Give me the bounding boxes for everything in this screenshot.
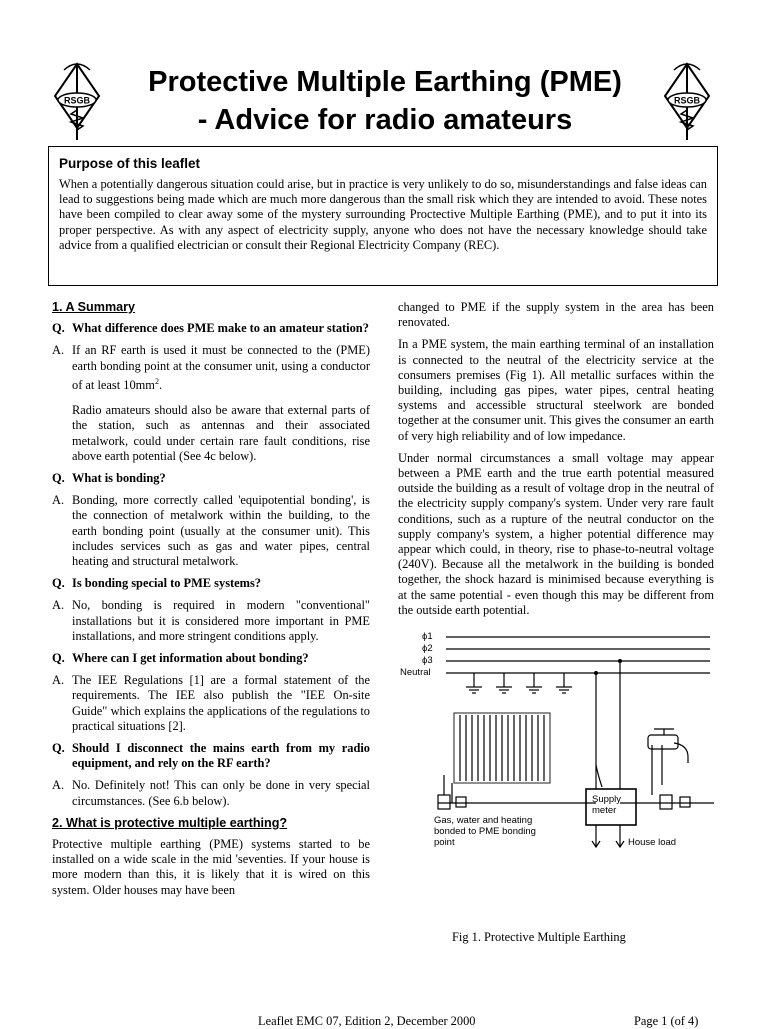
page-title (110, 63, 660, 139)
meter-label: Supply meter (592, 794, 622, 817)
footer-right: Page 1 (of 4) (634, 1014, 699, 1028)
answer-1-main: If an RF earth is used it must be connected to the (PME) earth bonding point at the consumer unit, using a conductor of at least 10mm (72, 343, 370, 392)
question-3-text: Is bonding special to PME systems? (72, 576, 261, 591)
phase-2-label: ϕ2 (422, 643, 433, 655)
a-label: A. (52, 673, 65, 688)
right-paragraph-3: Under normal circumstances a small voltage may appear between a PME earth and the true earth potential measured outside the building as a result of voltage drop in the neutral of the electricity supply company's system. Under very rare fault conditions, such as a rupture of the neutral conductor on the supply company's system, a higher potential difference may appear which could, in theory, rise to phase-to-neutral voltage (240V). Because all the metalwork in the building is bonded together, the shock hazard is minimised because everything is at the same potential - even though this may be different from the outside earth potential. (398, 450, 714, 617)
question-5-text: Should I disconnect the mains earth from my radio equipment, and rely on the RF earth? (72, 741, 370, 771)
question-4-text: Where can I get information about bonding? (72, 650, 309, 665)
right-paragraph-1: changed to PME if the supply system in the area has been renovated. (398, 300, 714, 330)
logo-right-text: RSGB (673, 95, 701, 106)
answer-1-paragraph-2: Radio amateurs should also be aware that external parts of the station, such as antennas and their associated metalwork, could under certain rare fault conditions, rise above earth potential (See 4c below). (72, 403, 370, 463)
a-label: A. (52, 343, 65, 358)
question-2-text: What is bonding? (72, 470, 166, 485)
section-1-heading: 1. A Summary (52, 300, 136, 314)
answer-2-text: Bonding, more correctly called 'equipotential bonding', is the connection of metalwork within the building, to the earth bonding point (usually at the consumer unit). This includes services such as gas and water pipes, central heating and structural metalwork. (72, 493, 370, 568)
a-label: A. (52, 493, 65, 508)
figure-1-caption: Fig 1. Protective Multiple Earthing (452, 930, 626, 944)
q-label: Q. (52, 321, 65, 336)
title-line-1: Protective Multiple Earthing (PME) (148, 66, 622, 98)
right-column (398, 300, 714, 850)
q-label: Q. (52, 741, 65, 755)
phase-3-label: ϕ3 (422, 655, 433, 667)
answer-1-end: . (158, 377, 163, 392)
q-label: Q. (52, 650, 65, 665)
answer-4 (52, 673, 370, 734)
purpose-box (48, 146, 718, 286)
question-3 (52, 576, 370, 591)
purpose-text: When a potentially dangerous situation could arise, but in practice is very unlikely to do so, misunderstandings and false ideas can lead to suggestions being made which are much more dangerous than the small risk which they are intended to avoid. These notes have been compiled to clear away some of the mystery surrounding Proctective Multiple Earthing (PME), and to put it into its proper perspective. As with any aspect of electricity supply, anyone who does not have the necessary knowledge should take advice from a qualified electrician or consult their Regional Electricity Company (REC). (59, 177, 707, 252)
title-line-2: - Advice for radio amateurs (197, 104, 573, 136)
answer-1 (52, 343, 370, 393)
answer-3 (52, 598, 370, 644)
answer-1-superscript: 2 (154, 376, 159, 386)
right-paragraph-2: In a PME system, the main earthing terminal of an installation is connected to the neutral of the electricity service at the consumers premises (Fig 1). All metallic surfaces within the building, including gas pipes, water pipes, central heating systems and accessible structural steelwork are bonded together at the consumer unit. This gives the consumer an earth of very high reliability and of low impedance. (398, 337, 714, 443)
question-4 (52, 651, 370, 666)
question-5 (52, 741, 370, 771)
footer-left: Leaflet EMC 07, Edition 2, December 2000 (258, 1014, 476, 1028)
phase-1-label: ϕ1 (422, 631, 433, 643)
question-1 (52, 321, 370, 336)
question-2 (52, 471, 370, 486)
section-2-paragraph: Protective multiple earthing (PME) systems started to be installed on a wide scale in the mid 'seventies. If your house is more modern than this, it is likely that it is wired on this system. Older houses may have been (52, 837, 370, 897)
figure-1-diagram (398, 625, 714, 850)
section-2-heading: 2. What is protective multiple earthing? (52, 815, 288, 830)
question-1-text: What difference does PME make to an amateur station? (72, 321, 369, 336)
left-column (52, 300, 370, 905)
q-label: Q. (52, 470, 65, 485)
answer-1-text (72, 343, 370, 393)
purpose-heading: Purpose of this leaflet (59, 156, 201, 171)
rsgb-logo-right-icon (662, 62, 712, 142)
answer-2 (52, 493, 370, 569)
neutral-label: Neutral (400, 667, 431, 679)
rsgb-logo-left-icon (52, 62, 102, 142)
logo-left-text: RSGB (63, 95, 91, 106)
a-label: A. (52, 598, 65, 613)
answer-5-text: No. Definitely not! This can only be done in very special circumstances. (See 6.b below). (72, 778, 370, 808)
answer-3-text: No, bonding is required in modern "conventional" installations but it is considered more important in PME installations, and more stringent conditions apply. (72, 598, 370, 643)
house-load-label: House load (628, 837, 677, 849)
q-label: Q. (52, 576, 65, 591)
answer-4-text: The IEE Regulations [1] are a formal statement of the requirements. The IEE also publish the "IEE On-site Guide" which explains the applications of the regulations to practical situations [2]. (72, 673, 370, 733)
bonding-label: Gas, water and heating bonded to PME bonding point (434, 815, 536, 849)
answer-5 (52, 778, 370, 808)
a-label: A. (52, 778, 65, 793)
